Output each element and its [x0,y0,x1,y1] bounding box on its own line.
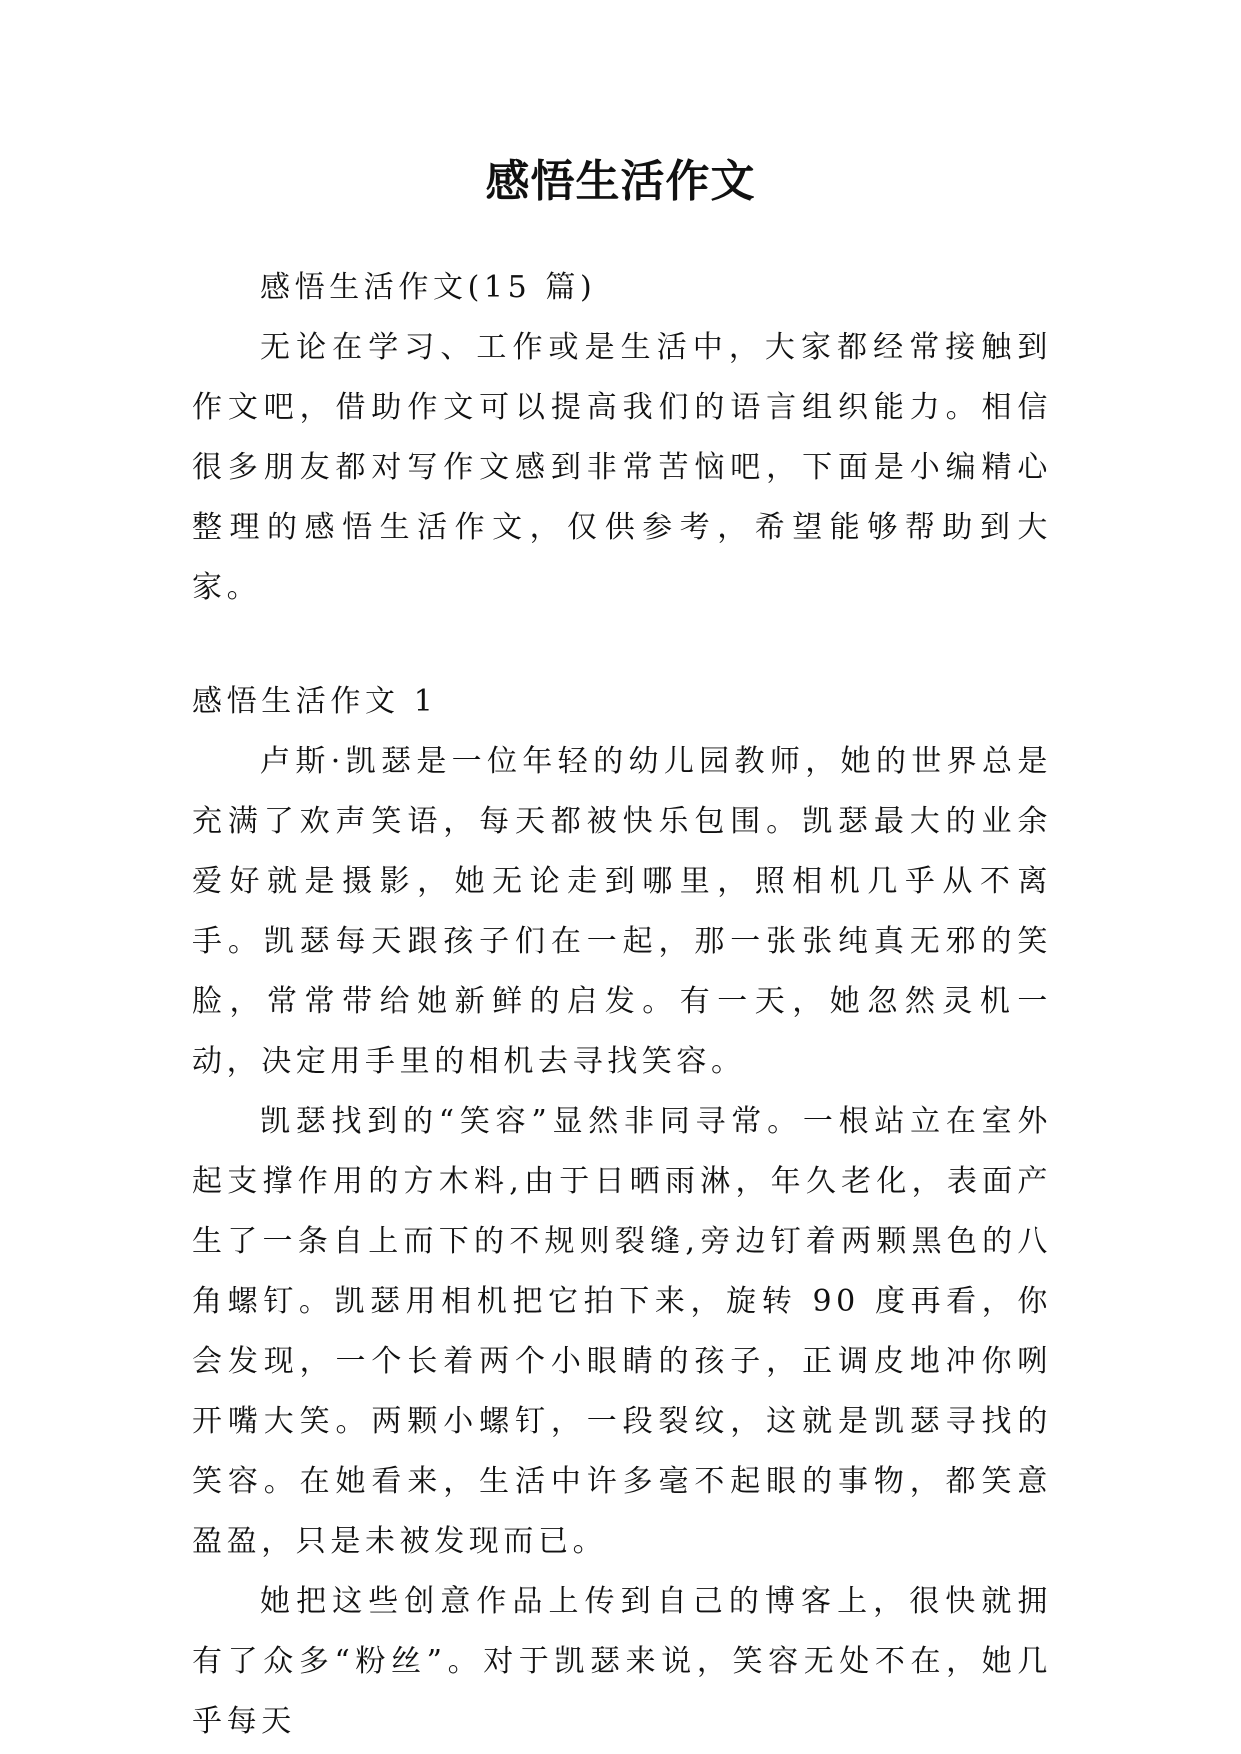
document-subtitle: 感悟生活作文(15 篇) [260,270,597,305]
body-paragraph: 凯瑟找到的“笑容”显然非同寻常。一根站立在室外起支撑作用的方木料,由于日晒雨淋，年久老化，表面产生了一条自上而下的不规则裂缝,旁边钉着两颗黑色的八角螺钉。凯瑟用相机把它拍下来，旋转 90 度再看，你会发现，一个长着两个小眼睛的孩子，正调皮地冲你咧开嘴大笑。两颗小螺钉，一段裂纹，这就是凯瑟寻找的笑容。在她看来，生活中许多毫不起眼的事物，都笑意盈盈，只是未被发现而已。 [192,1104,1052,1559]
document-title: 感悟生活作文 [485,156,756,207]
section-spacer [192,618,1052,672]
body-paragraph: 她把这些创意作品上传到自己的博客上，很快就拥有了众多“粉丝”。对于凯瑟来说，笑容无处不在，她几乎每天 [192,1584,1052,1739]
intro-paragraph: 无论在学习、工作或是生活中，大家都经常接触到作文吧，借助作文可以提高我们的语言组织能力。相信很多朋友都对写作文感到非常苦恼吧，下面是小编精心整理的感悟生活作文，仅供参考，希望能够帮助到大家。 [192,330,1052,605]
document-body [192,258,1052,1752]
body-paragraph: 卢斯·凯瑟是一位年轻的幼儿园教师，她的世界总是充满了欢声笑语，每天都被快乐包围。凯瑟最大的业余爱好就是摄影，她无论走到哪里，照相机几乎从不离手。凯瑟每天跟孩子们在一起，那一张张纯真无邪的笑脸，常常带给她新鲜的启发。有一天，她忽然灵机一动，决定用手里的相机去寻找笑容。 [192,744,1052,1079]
section-heading: 感悟生活作文 1 [192,684,438,719]
